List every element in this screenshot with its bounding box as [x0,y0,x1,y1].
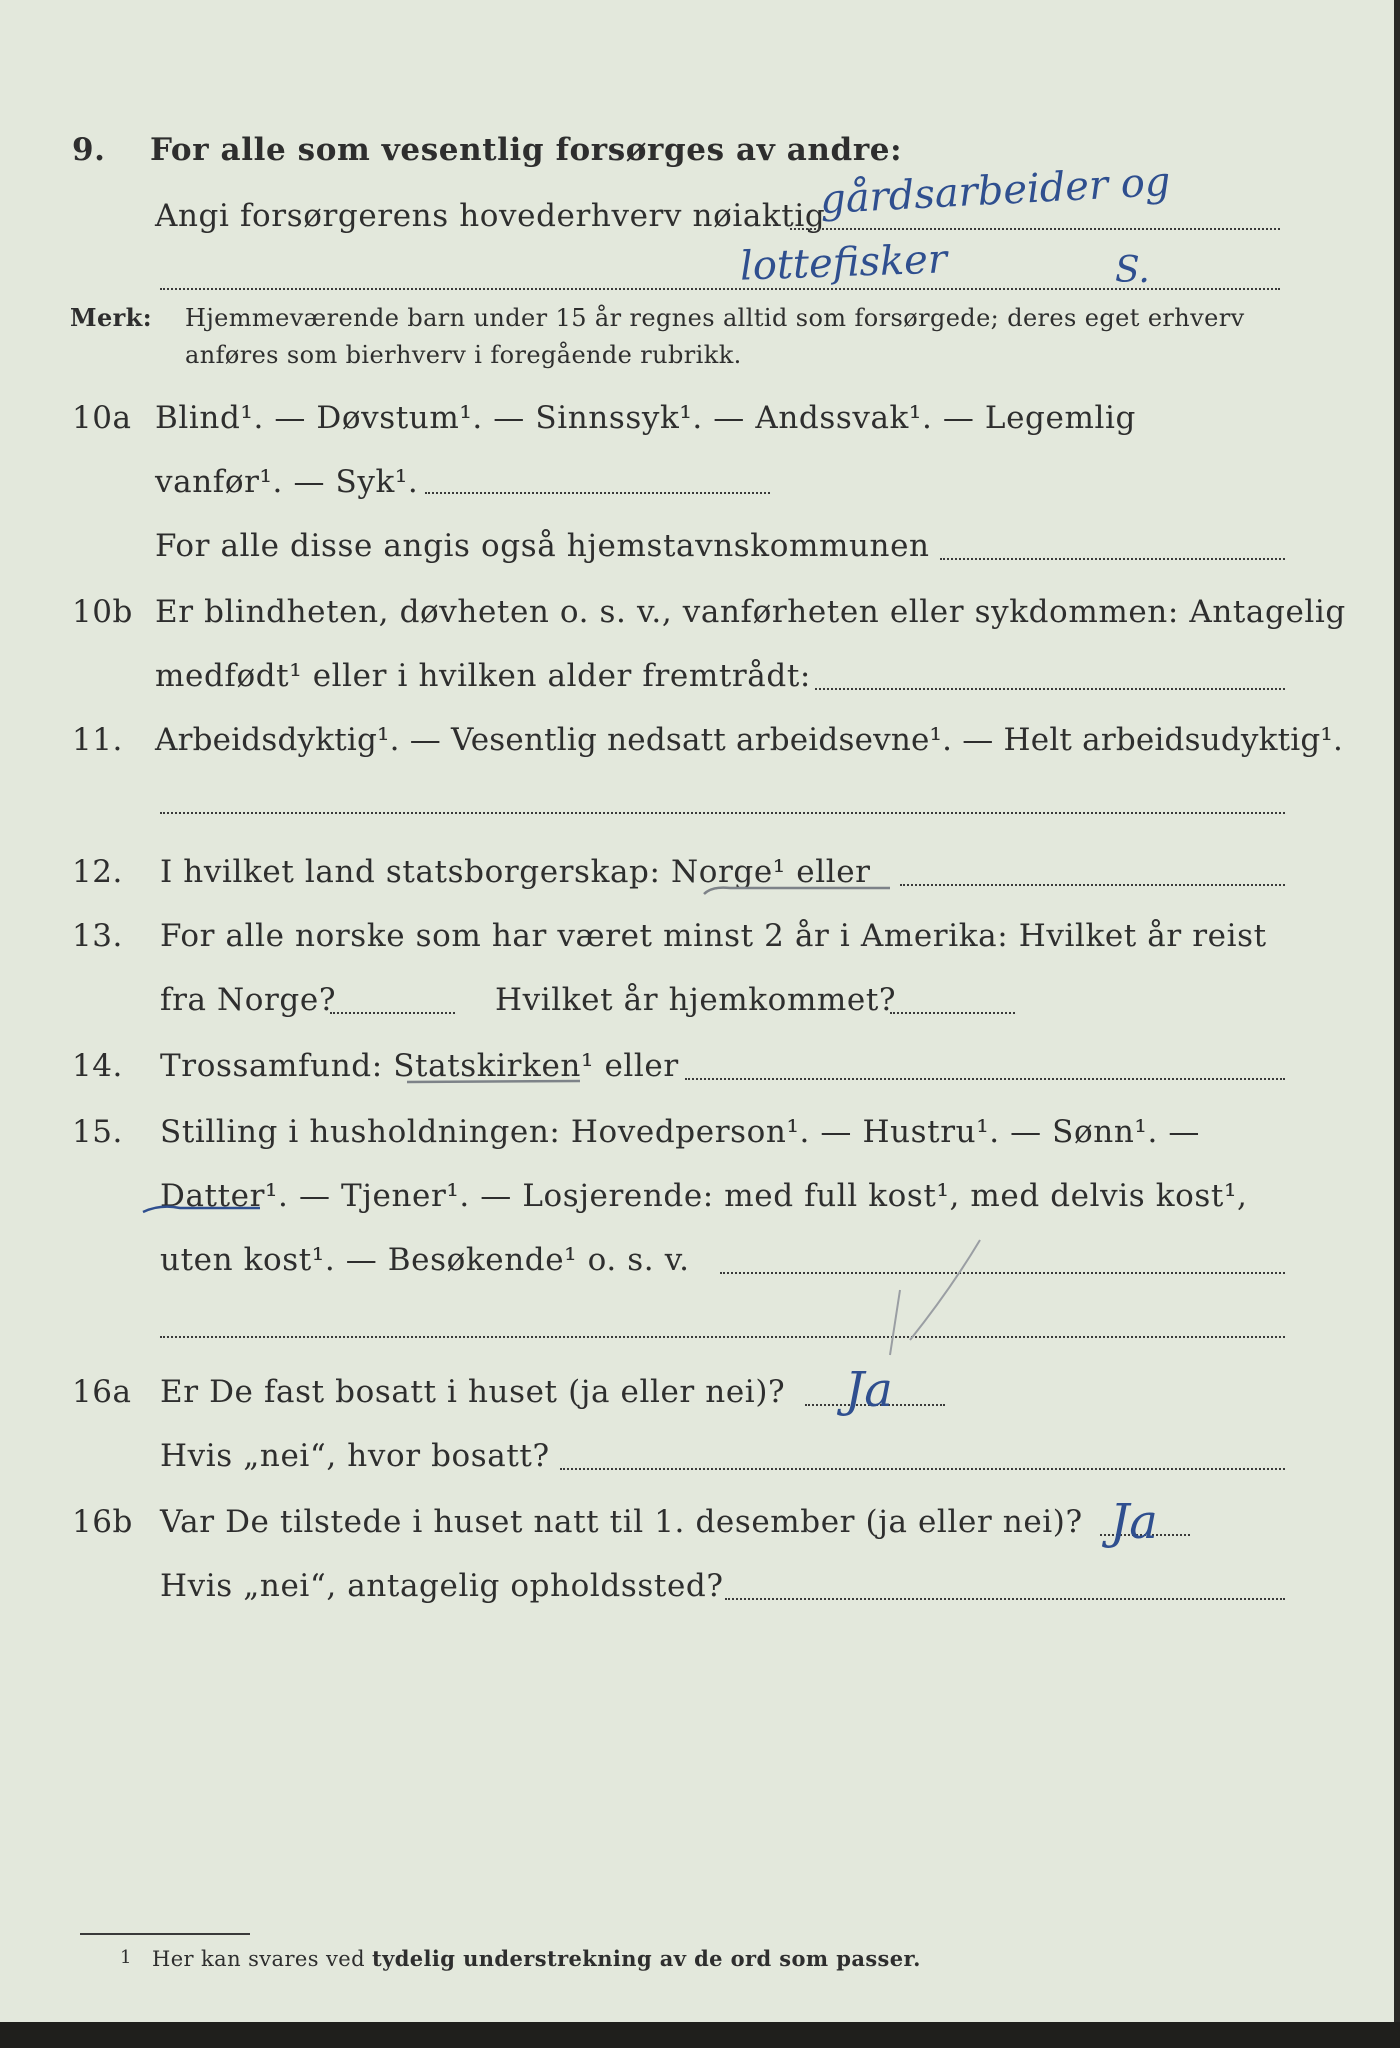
q14-answer-line [685,1078,1285,1080]
q16b-line-1: Var De tilstede i huset natt til 1. desember (ja eller nei)? [160,1504,1083,1540]
q9-handwritten-answer-1: gårdsarbeider og [819,158,1172,224]
footnote-divider [80,1933,250,1935]
q13-line-1: For alle norske som har været minst 2 år i Amerika: Hvilket år reist [160,918,1267,954]
q16b-handwritten-answer: Ja [1110,1494,1158,1550]
q9-handwritten-mark: S. [1115,250,1150,291]
q15-ink-underline [140,1198,270,1228]
q11-number: 11. [72,722,123,758]
q11-line-1: Arbeidsdyktig¹. — Vesentlig nedsatt arbeidsevne¹. — Helt arbeidsudyktig¹. [155,722,1344,758]
q9-answer-line-1 [790,228,1280,230]
q16a-line-1: Er De fast bosatt i huset (ja eller nei)? [160,1374,786,1410]
q10a-line-3: For alle disse angis også hjemstavnskommunen [155,528,930,564]
q13-number: 13. [72,918,123,954]
q12-number: 12. [72,854,123,890]
q10a-number: 10a [72,400,132,436]
q13-line-2a: fra Norge? [160,982,337,1018]
q16b-answer-line-2 [725,1598,1285,1600]
q9-answer-line-2 [160,288,1280,290]
q13-answer-line-1 [330,1012,455,1014]
q13-line-2b: Hvilket år hjemkommet? [495,982,897,1018]
q12-pencil-underline [700,880,900,910]
q14-number: 14. [72,1048,123,1084]
q16a-answer-line-2 [560,1468,1285,1470]
q16a-handwritten-answer: Ja [845,1362,893,1418]
q16b-number: 16b [72,1504,133,1540]
footnote-marker: 1 [120,1947,132,1968]
merk-line-2: anføres som bierhverv i foregående rubrikk. [185,341,742,369]
q9-handwritten-answer-2: lottefisker [739,236,948,290]
q14-pencil-underline [405,1072,585,1092]
page-edge-shadow [1394,0,1400,2048]
q14-line-1: Trossamfund: Statskirken¹ eller [160,1048,679,1084]
q13-answer-line-2 [890,1012,1015,1014]
q15-line-3: uten kost¹. — Besøkende¹ o. s. v. [160,1242,690,1278]
q15-line-1: Stilling i husholdningen: Hovedperson¹. — Hustru¹. — Sønn¹. — [160,1114,1200,1150]
q10b-number: 10b [72,594,133,630]
q9-title: For alle som vesentlig forsørges av andre: [150,132,903,168]
merk-label: Merk: [70,303,152,332]
q9-prompt: Angi forsørgerens hovederhverv nøiaktig [155,198,826,234]
q15-answer-line-1 [720,1272,1285,1274]
q10b-line-1: Er blindheten, døvheten o. s. v., vanførheten eller sykdommen: Antagelig [155,594,1346,630]
q9-number: 9. [72,132,106,168]
q10a-line-1: Blind¹. — Døvstum¹. — Sinnssyk¹. — Andssvak¹. — Legemlig [155,400,1136,436]
q10a-answer-line-1 [425,492,770,494]
q15-number: 15. [72,1114,123,1150]
q10a-line-2: vanfør¹. — Syk¹. [155,464,419,500]
q16a-line-2: Hvis „nei“, hvor bosatt? [160,1438,550,1474]
merk-line-1: Hjemmeværende barn under 15 år regnes alltid som forsørgede; deres eget erhverv [185,304,1245,332]
footnote-text-plain: Her kan svares ved [152,1947,365,1971]
q15-answer-line-2 [160,1336,1285,1338]
q16b-line-2: Hvis „nei“, antagelig opholdssted? [160,1568,724,1604]
q15-pencil-mark [870,1230,990,1360]
q10b-answer-line [815,688,1285,690]
q10a-answer-line-2 [940,558,1285,560]
q15-line-2: Datter¹. — Tjener¹. — Losjerende: med full kost¹, med delvis kost¹, [160,1178,1248,1214]
footnote-text [152,1946,921,1972]
q16a-number: 16a [72,1374,132,1410]
q11-answer-line [160,812,1285,814]
scan-bottom-border [0,2022,1400,2048]
footnote-text-bold: tydelig understrekning av de ord som passer. [372,1946,921,1971]
q10b-line-2: medfødt¹ eller i hvilken alder fremtrådt: [155,658,811,694]
q12-line-1: I hvilket land statsborgerskap: Norge¹ eller [160,854,871,890]
q12-answer-line [900,884,1285,886]
